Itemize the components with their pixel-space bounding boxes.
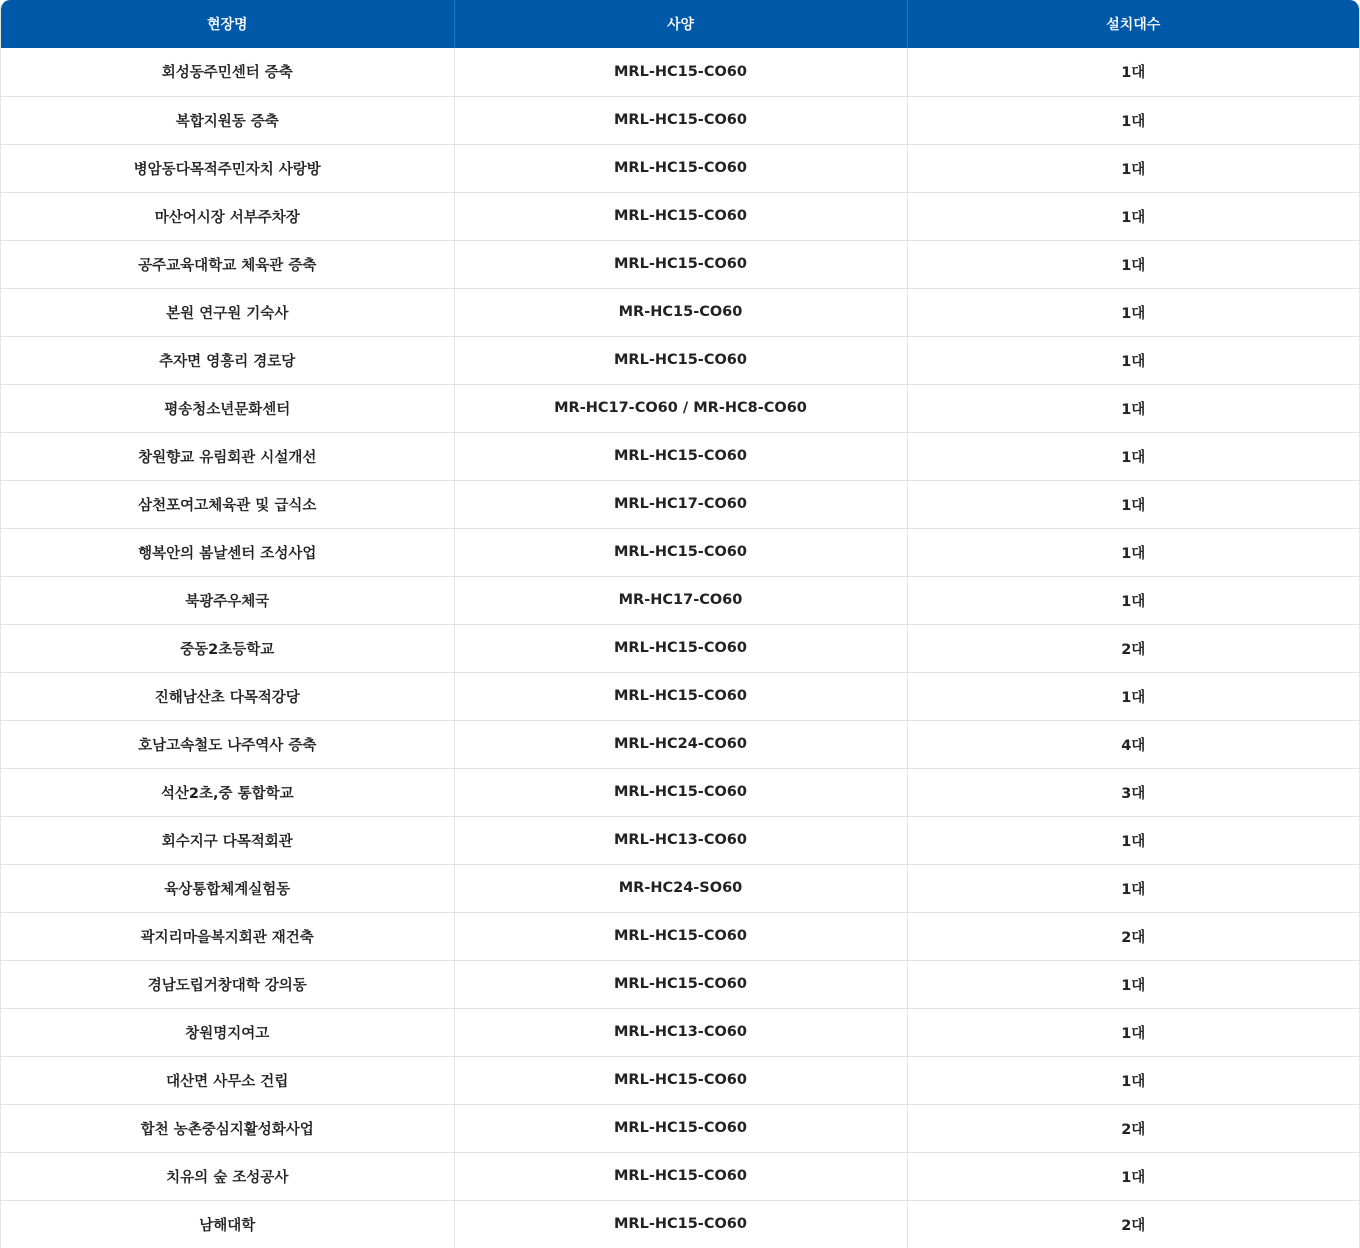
header-spec: 사양 (454, 0, 907, 48)
table-row (1, 96, 1359, 144)
cell-site-name: 육상통합체계실험동 (1, 864, 454, 912)
cell-spec: MRL-HC15-CO60 (454, 336, 907, 384)
cell-site-name: 남해대학 (1, 1200, 454, 1248)
table-body (1, 48, 1359, 1248)
cell-spec: MRL-HC15-CO60 (454, 240, 907, 288)
cell-install-count: 1대 (907, 1008, 1359, 1056)
cell-site-name: 석산2초,중 통합학교 (1, 768, 454, 816)
cell-install-count: 1대 (907, 864, 1359, 912)
table-row (1, 384, 1359, 432)
table-row (1, 1008, 1359, 1056)
cell-install-count: 1대 (907, 960, 1359, 1008)
cell-spec: MR-HC17-CO60 / MR-HC8-CO60 (454, 384, 907, 432)
cell-spec: MRL-HC15-CO60 (454, 960, 907, 1008)
cell-site-name: 삼천포여고체육관 및 급식소 (1, 480, 454, 528)
cell-install-count: 1대 (907, 528, 1359, 576)
cell-site-name: 경남도립거창대학 강의동 (1, 960, 454, 1008)
cell-spec: MRL-HC15-CO60 (454, 912, 907, 960)
table-row (1, 768, 1359, 816)
table-row (1, 576, 1359, 624)
cell-install-count: 2대 (907, 1104, 1359, 1152)
cell-site-name: 복합지원동 증축 (1, 96, 454, 144)
cell-install-count: 1대 (907, 576, 1359, 624)
cell-install-count: 2대 (907, 624, 1359, 672)
table-row (1, 144, 1359, 192)
cell-site-name: 곽지리마을복지회관 재건축 (1, 912, 454, 960)
table-row (1, 288, 1359, 336)
cell-spec: MR-HC15-CO60 (454, 288, 907, 336)
table-row (1, 672, 1359, 720)
cell-install-count: 1대 (907, 384, 1359, 432)
cell-spec: MRL-HC13-CO60 (454, 816, 907, 864)
cell-install-count: 2대 (907, 912, 1359, 960)
cell-spec: MRL-HC15-CO60 (454, 624, 907, 672)
table-row (1, 720, 1359, 768)
cell-install-count: 4대 (907, 720, 1359, 768)
cell-install-count: 2대 (907, 1200, 1359, 1248)
table-row (1, 1056, 1359, 1104)
table-row (1, 1152, 1359, 1200)
cell-spec: MRL-HC15-CO60 (454, 192, 907, 240)
cell-install-count: 1대 (907, 288, 1359, 336)
cell-install-count: 1대 (907, 1152, 1359, 1200)
table-row (1, 816, 1359, 864)
cell-site-name: 대산면 사무소 건립 (1, 1056, 454, 1104)
cell-site-name: 행복안의 봄날센터 조성사업 (1, 528, 454, 576)
cell-spec: MRL-HC15-CO60 (454, 768, 907, 816)
cell-spec: MR-HC24-SO60 (454, 864, 907, 912)
cell-site-name: 회성동주민센터 증축 (1, 48, 454, 96)
cell-install-count: 3대 (907, 768, 1359, 816)
header-install-count: 설치대수 (907, 0, 1359, 48)
table-row (1, 864, 1359, 912)
table-row (1, 192, 1359, 240)
table-row (1, 960, 1359, 1008)
cell-site-name: 병암동다목적주민자치 사랑방 (1, 144, 454, 192)
cell-site-name: 창원향교 유림회관 시설개선 (1, 432, 454, 480)
cell-site-name: 창원명지여고 (1, 1008, 454, 1056)
table-row (1, 1104, 1359, 1152)
cell-site-name: 공주교육대학교 체육관 증축 (1, 240, 454, 288)
cell-spec: MRL-HC15-CO60 (454, 96, 907, 144)
cell-spec: MRL-HC15-CO60 (454, 1104, 907, 1152)
table-row (1, 336, 1359, 384)
cell-install-count: 1대 (907, 672, 1359, 720)
cell-site-name: 마산어시장 서부주차장 (1, 192, 454, 240)
table-row (1, 432, 1359, 480)
cell-spec: MRL-HC15-CO60 (454, 1056, 907, 1104)
cell-site-name: 중동2초등학교 (1, 624, 454, 672)
cell-spec: MRL-HC15-CO60 (454, 144, 907, 192)
cell-spec: MRL-HC17-CO60 (454, 480, 907, 528)
table-row (1, 1200, 1359, 1248)
cell-spec: MR-HC17-CO60 (454, 576, 907, 624)
installation-table (1, 0, 1359, 1248)
cell-install-count: 1대 (907, 96, 1359, 144)
cell-site-name: 진해남산초 다목적강당 (1, 672, 454, 720)
cell-spec: MRL-HC15-CO60 (454, 432, 907, 480)
table-header (1, 0, 1359, 48)
cell-spec: MRL-HC15-CO60 (454, 1200, 907, 1248)
cell-install-count: 1대 (907, 192, 1359, 240)
table-row (1, 912, 1359, 960)
table-row (1, 624, 1359, 672)
cell-install-count: 1대 (907, 1056, 1359, 1104)
cell-site-name: 본원 연구원 기숙사 (1, 288, 454, 336)
cell-spec: MRL-HC15-CO60 (454, 672, 907, 720)
cell-spec: MRL-HC24-CO60 (454, 720, 907, 768)
cell-spec: MRL-HC15-CO60 (454, 48, 907, 96)
cell-site-name: 북광주우체국 (1, 576, 454, 624)
table-row (1, 480, 1359, 528)
table-row (1, 48, 1359, 96)
cell-install-count: 1대 (907, 48, 1359, 96)
cell-install-count: 1대 (907, 480, 1359, 528)
cell-spec: MRL-HC15-CO60 (454, 1152, 907, 1200)
table-row (1, 240, 1359, 288)
cell-spec: MRL-HC13-CO60 (454, 1008, 907, 1056)
cell-install-count: 1대 (907, 144, 1359, 192)
cell-install-count: 1대 (907, 336, 1359, 384)
header-site-name: 현장명 (206, 17, 248, 33)
cell-site-name: 합천 농촌중심지활성화사업 (1, 1104, 454, 1152)
cell-site-name: 추자면 영흥리 경로당 (1, 336, 454, 384)
cell-site-name: 평송청소년문화센터 (1, 384, 454, 432)
cell-install-count: 1대 (907, 816, 1359, 864)
cell-install-count: 1대 (907, 432, 1359, 480)
cell-site-name: 회수지구 다목적회관 (1, 816, 454, 864)
cell-site-name: 호남고속철도 나주역사 증축 (1, 720, 454, 768)
cell-spec: MRL-HC15-CO60 (454, 528, 907, 576)
cell-install-count: 1대 (907, 240, 1359, 288)
table-row (1, 528, 1359, 576)
table-header-row (1, 0, 1359, 48)
cell-site-name: 치유의 숲 조성공사 (1, 1152, 454, 1200)
